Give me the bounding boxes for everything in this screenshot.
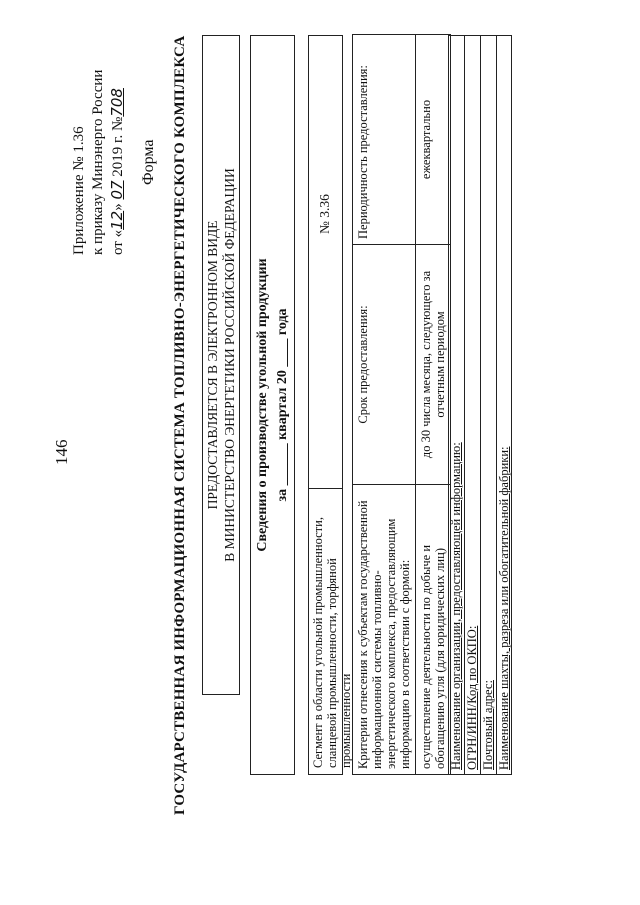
info-period: за ______ квартал 20 ____ года — [275, 308, 290, 502]
org-name-field[interactable] — [449, 36, 465, 774]
appendix-header — [70, 70, 128, 255]
provided-line2: В МИНИСТЕРСТВО ЭНЕРГЕТИКИ РОССИЙСКОЙ ФЕДЕРАЦИИ — [222, 168, 237, 562]
org-name-label: Наименование организации, предоставляющей информацию: — [449, 442, 463, 770]
table-header-row — [353, 35, 416, 775]
date-year: 2019 г. № — [110, 116, 126, 181]
deadline-header: Срок предоставления: — [353, 245, 416, 485]
table-row — [416, 35, 451, 775]
order-number: 708 — [108, 88, 126, 117]
criteria-value: осуществление деятельности по добыче и обогащению угля (для юридических лиц) — [416, 485, 451, 775]
criteria-header: Критерии отнесения к субъектам государственной информационной системы топливно-энергетического комплекса, предоставляющим информацию в соответствии с формой: — [353, 485, 416, 775]
mine-name-label: Наименование шахты, разреза или обогатительной фабрики: — [497, 446, 511, 770]
info-title: Сведения о производстве угольной продукции — [255, 258, 270, 552]
document-title: ГОСУДАРСТВЕННАЯ ИНФОРМАЦИОННАЯ СИСТЕМА ТОПЛИВНО-ЭНЕРГЕТИЧЕСКОГО КОМПЛЕКСА — [172, 35, 188, 815]
provided-box — [202, 35, 240, 695]
org-ids-label: ОГРН/ИНН/Код по ОКПО: — [465, 625, 479, 770]
form-number: № 3.36 — [317, 194, 332, 234]
mine-name-field[interactable] — [497, 36, 513, 774]
segment-box — [308, 35, 353, 775]
organization-block — [448, 35, 512, 775]
org-ids-field[interactable] — [465, 36, 481, 774]
postal-address-label: Почтовый адрес: — [481, 680, 495, 770]
deadline-value: до 30 числа месяца, следующего за отчетным периодом — [416, 245, 451, 485]
info-title-box — [250, 35, 295, 775]
periodicity-header: Периодичность предоставления: — [353, 35, 416, 245]
date-month: 07 — [108, 180, 126, 200]
appendix-date-line — [108, 70, 128, 255]
segment-divider — [309, 488, 342, 489]
postal-address-field[interactable] — [481, 36, 497, 774]
segment-text: Сегмент в области угольной промышленности, сланцевой промышленности, торфяной промышленности — [311, 517, 353, 768]
page-number: 146 — [52, 439, 71, 465]
form-label: Форма — [140, 139, 157, 185]
appendix-order-ref: к приказу Минэнерго России — [90, 69, 106, 255]
provided-line1: ПРЕДОСТАВЛЯЕТСЯ В ЭЛЕКТРОННОМ ВИДЕ — [205, 220, 220, 510]
date-prefix: от « — [110, 229, 126, 255]
criteria-table — [352, 34, 451, 775]
date-day: 12 — [108, 210, 126, 230]
periodicity-value: ежеквартально — [416, 35, 451, 245]
date-sep: » — [110, 199, 126, 211]
appendix-number: Приложение № 1.36 — [71, 126, 87, 255]
